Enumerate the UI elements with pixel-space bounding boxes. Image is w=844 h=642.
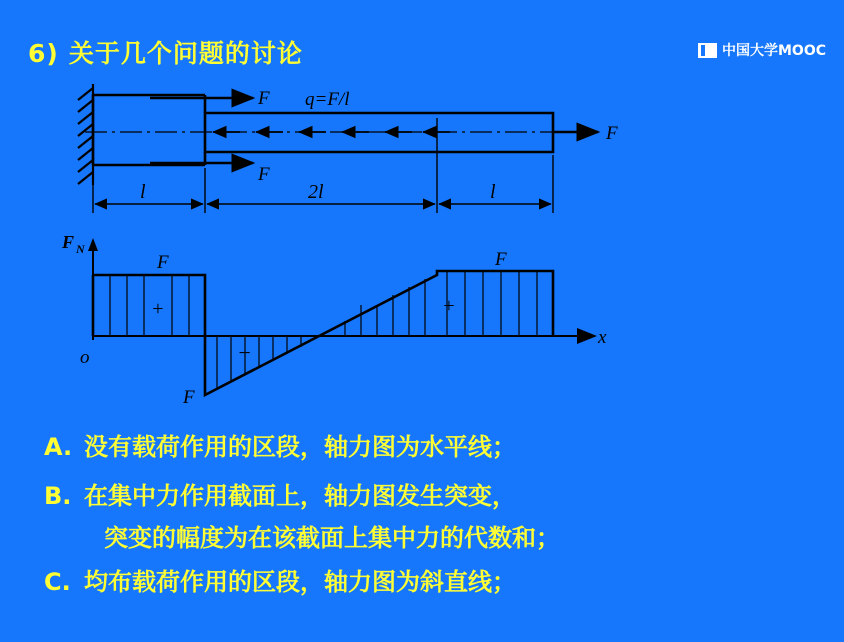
y-axis-arrow	[88, 238, 98, 251]
dimension-label-left: l	[140, 181, 146, 203]
min-label: F	[183, 387, 195, 408]
x-axis-label: x	[598, 327, 607, 348]
answer-a-text: 没有载荷作用的区段，轴力图为水平线；	[84, 433, 516, 461]
origin-label: o	[80, 347, 90, 368]
force-label-right: F	[606, 123, 618, 144]
fixed-support	[78, 84, 93, 185]
page-title-number: 6)	[28, 39, 59, 68]
dimension-label-middle: 2l	[308, 181, 324, 203]
answer-a-label: A.	[44, 433, 73, 461]
answer-option-a[interactable]	[44, 432, 516, 462]
mooc-logo-label: 中国大学MOOC	[721, 43, 826, 59]
plus-sign-right: +	[442, 295, 456, 317]
minus-sign: −	[237, 340, 252, 365]
hatch-positive-right	[345, 271, 537, 336]
dimension-label-right: l	[490, 181, 496, 203]
force-label-bottom: F	[258, 164, 270, 185]
answer-option-b[interactable]	[44, 481, 516, 511]
answer-b-text-line2: 突变的幅度为在该截面上集中力的代数和；	[104, 524, 560, 552]
y-axis-label: F	[62, 232, 75, 252]
answer-c-label: C.	[44, 568, 71, 596]
answer-option-b-continued	[104, 523, 560, 553]
plus-sign-left: +	[151, 298, 165, 320]
peak-left-label: F	[157, 252, 169, 273]
answer-option-c[interactable]	[44, 567, 516, 597]
answer-b-label: B.	[44, 482, 72, 510]
force-label-top: F	[258, 88, 270, 109]
answer-b-text: 在集中力作用截面上，轴力图发生突变，	[84, 482, 516, 510]
distributed-load-label: q=F/l	[305, 89, 350, 110]
y-axis-sublabel: N	[76, 242, 85, 256]
peak-right-label: F	[495, 249, 507, 270]
page-title-text: 关于几个问题的讨论	[68, 39, 303, 68]
hatch-positive-left	[110, 275, 189, 336]
axial-force-curve	[93, 271, 553, 395]
answer-c-text: 均布载荷作用的区段，轴力图为斜直线；	[84, 568, 516, 596]
